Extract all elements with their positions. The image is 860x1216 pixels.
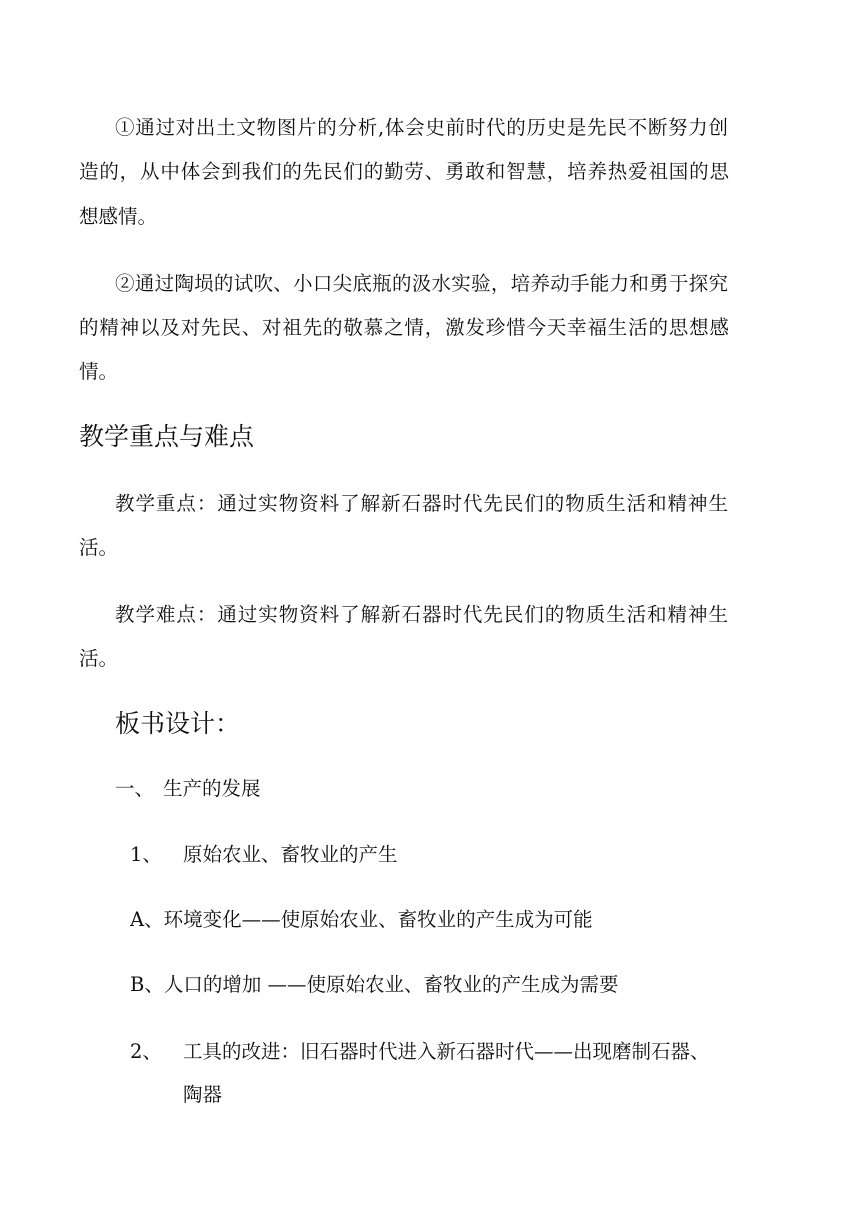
objective-1-line-1: ①通过对出土文物图片的分析,体会史前时代的历史是先民不断努力创 (115, 116, 728, 139)
difficulty-line-2: 活。 (79, 647, 119, 670)
key-point-line-1: 教学重点：通过实物资料了解新石器时代先民们的物质生活和精神生 (115, 492, 728, 515)
item-2-number: 2、 (130, 1040, 162, 1063)
item-1-title: 原始农业、畜牧业的产生 (183, 843, 398, 866)
objective-2-line-1: ②通过陶埙的试吹、小口尖底瓶的汲水实验，培养动手能力和勇于探究 (115, 272, 728, 295)
board-heading: 板书设计： (115, 709, 241, 738)
objective-2-line-3: 情。 (79, 360, 119, 383)
objective-2-line-2: 的精神以及对先民、对祖先的敬慕之情，激发珍惜今天幸福生活的思想感 (79, 316, 729, 339)
item-2-line-1: 工具的改进：旧石器时代进入新石器时代——出现磨制石器、 (183, 1040, 710, 1063)
item-1a-text: A、环境变化——使原始农业、畜牧业的产生成为可能 (130, 908, 593, 931)
difficulty-line-1: 教学难点：通过实物资料了解新石器时代先民们的物质生活和精神生 (115, 603, 728, 626)
objective-1-line-3: 想感情。 (79, 205, 158, 228)
item-1-number: 1、 (130, 843, 162, 866)
focus-heading: 教学重点与难点 (79, 422, 255, 451)
key-point-line-2: 活。 (79, 536, 119, 559)
item-2-line-2: 陶器 (183, 1083, 223, 1106)
objective-1-line-2: 造的，从中体会到我们的先民们的勤劳、勇敢和智慧，培养热爱祖国的思 (79, 160, 729, 183)
item-1b-text: B、人口的增加 ——使原始农业、畜牧业的产生成为需要 (130, 973, 619, 996)
section-1-number: 一、 (115, 777, 155, 800)
section-1-title: 生产的发展 (163, 777, 261, 800)
